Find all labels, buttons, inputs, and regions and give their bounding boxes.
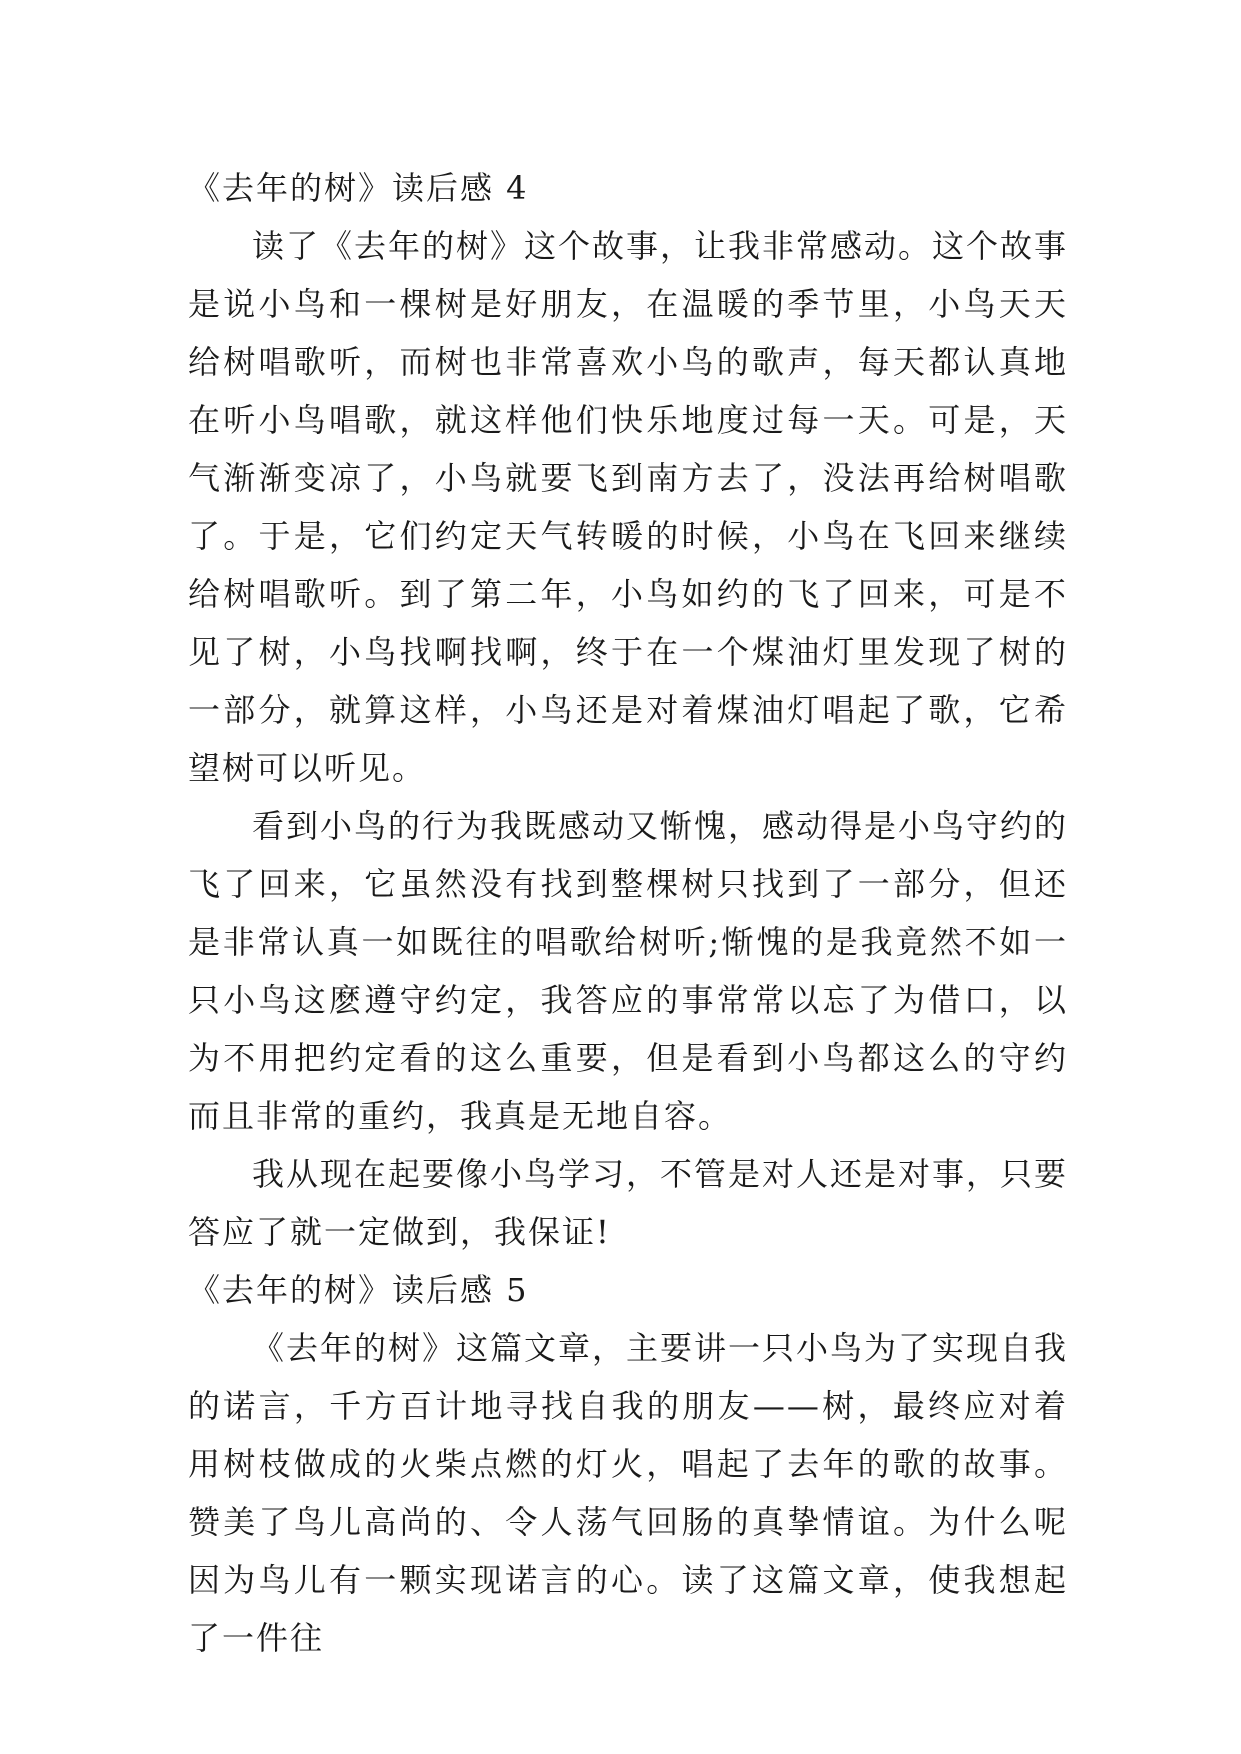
paragraph: 《去年的树》这篇文章，主要讲一只小鸟为了实现自我的诺言，千方百计地寻找自我的朋友——树，最终应对着用树枝做成的火柴点燃的灯火，唱起了去年的歌的故事。赞美了鸟儿高尚的、令人荡气回肠的真挚情谊。为什么呢因为鸟儿有一颗实现诺言的心。读了这篇文章，使我想起了一件往 <box>188 1329 1069 1657</box>
paragraph: 我从现在起要像小鸟学习，不管是对人还是对事，只要答应了就一定做到，我保证! <box>188 1155 1069 1251</box>
paragraph: 看到小鸟的行为我既感动又惭愧，感动得是小鸟守约的飞了回来，它虽然没有找到整棵树只找到了一部分，但还是非常认真一如既往的唱歌给树听;惭愧的是我竟然不如一只小鸟这麽遵守约定，我答应的事常常以忘了为借口，以为不用把约定看的这么重要，但是看到小鸟都这么的守约而且非常的重约，我真是无地自容。 <box>188 807 1069 1135</box>
section-heading-5: 《去年的树》读后感 5 <box>188 1271 529 1309</box>
paragraph: 读了《去年的树》这个故事，让我非常感动。这个故事是说小鸟和一棵树是好朋友，在温暖的季节里，小鸟天天给树唱歌听，而树也非常喜欢小鸟的歌声，每天都认真地在听小鸟唱歌，就这样他们快乐地度过每一天。可是，天气渐渐变凉了，小鸟就要飞到南方去了，没法再给树唱歌了。于是，它们约定天气转暖的时候，小鸟在飞回来继续给树唱歌听。到了第二年，小鸟如约的飞了回来，可是不见了树，小鸟找啊找啊，终于在一个煤油灯里发现了树的一部分，就算这样，小鸟还是对着煤油灯唱起了歌，它希望树可以听见。 <box>188 227 1069 787</box>
section-heading-4: 《去年的树》读后感 4 <box>188 169 529 207</box>
document-body <box>188 159 1068 1667</box>
